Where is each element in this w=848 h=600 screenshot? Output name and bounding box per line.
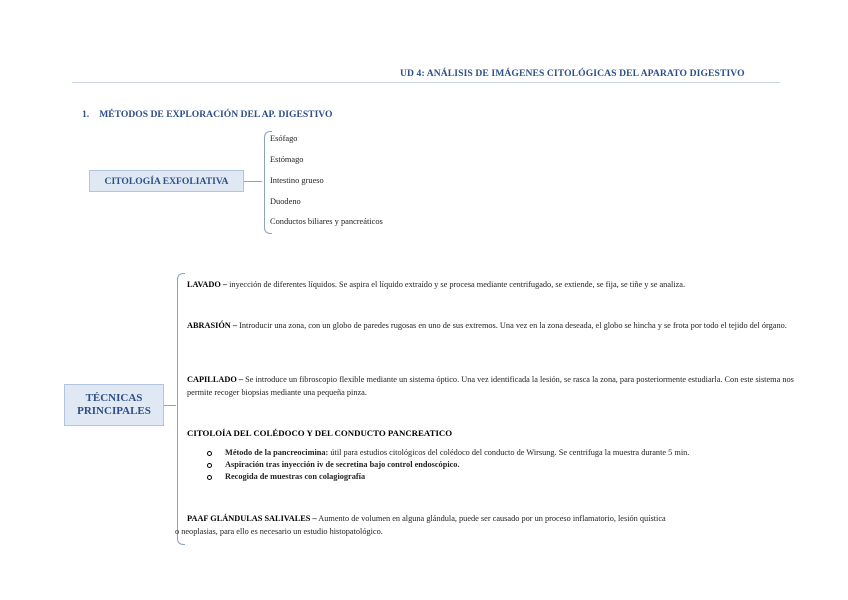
lavado-paragraph — [187, 279, 797, 292]
list-item — [207, 459, 807, 471]
section-title — [82, 109, 333, 120]
paaf-term: PAAF GLÁNDULAS SALIVALES – — [187, 514, 317, 523]
bullet-text: útil para estudios citológicos del colédoco del conducto de Wirsung. Se centrifuga la muestra durante 5 min. — [328, 448, 690, 457]
capillado-text: Se introduce un fibroscopio flexible mediante un sistema óptico. Una vez identificada la lesión, se rasca la zona, para posteriormente estudiarla. Con este sistema nos permite recoger biopsias mediante una pequeña pinza. — [187, 375, 794, 397]
organ-item-esofago: Esófago — [270, 134, 298, 143]
capillado-term: CAPILLADO – — [187, 375, 244, 384]
tecnicas-principales-box — [64, 384, 164, 426]
bullet-term: Método de la pancreocimina: — [225, 448, 329, 457]
document-header: UD 4: ANÁLISIS DE IMÁGENES CITOLÓGICAS DEL APARATO DIGESTIVO — [400, 68, 745, 79]
citologia-connector — [244, 181, 262, 182]
tecnicas-bracket — [177, 273, 185, 545]
coledoco-bullet-list — [207, 447, 807, 483]
abrasion-term: ABRASIÓN – — [187, 321, 238, 330]
organ-item-estomago: Estómago — [270, 155, 304, 164]
abrasion-text: Introducir una zona, con un globo de paredes rugosas en uno de sus extremos. Una vez en la zona deseada, el globo se hincha y se frota por todo el tejido del órgano. — [237, 321, 787, 330]
lavado-term: LAVADO – — [187, 280, 228, 289]
section-title-text: MÉTODOS DE EXPLORACIÓN DEL AP. DIGESTIVO — [99, 109, 333, 120]
header-divider — [72, 82, 780, 83]
paaf-paragraph — [175, 513, 797, 538]
paaf-text: Aumento de volumen en alguna glándula, puede ser causado por un proceso inflamatorio, lesión quística — [316, 514, 666, 523]
bullet-term: Recogida de muestras con colagiografía — [225, 472, 366, 481]
capillado-paragraph — [187, 374, 797, 399]
tecnicas-label-line2: PRINCIPALES — [77, 405, 151, 417]
section-number: 1. — [82, 109, 90, 120]
coledoco-heading: CITOLOÍA DEL COLÉDOCO Y DEL CONDUCTO PANCREATICO — [187, 428, 453, 438]
organ-item-conductos: Conductos biliares y pancreáticos — [270, 217, 383, 226]
tecnicas-label-line1: TÉCNICAS — [85, 392, 143, 404]
paaf-text-tail: o neoplasias, para ello es necesario un estudio histopatológico. — [175, 526, 383, 536]
lavado-text: inyección de diferentes líquidos. Se aspira el líquido extraído y se procesa mediante centrifugado, se extiende, se fija, se tiñe y se analiza. — [227, 280, 686, 289]
citologia-exfoliativa-box: CITOLOGÍA EXFOLIATIVA — [89, 170, 244, 192]
organ-item-duodeno: Duodeno — [270, 197, 301, 206]
list-item — [207, 471, 807, 483]
tecnicas-connector — [164, 405, 176, 406]
abrasion-paragraph — [187, 320, 797, 333]
bullet-term: Aspiración tras inyección iv de secretina bajo control endoscópico. — [225, 460, 460, 469]
list-item — [207, 447, 807, 459]
organ-item-intestino-grueso: Intestino grueso — [270, 176, 324, 185]
